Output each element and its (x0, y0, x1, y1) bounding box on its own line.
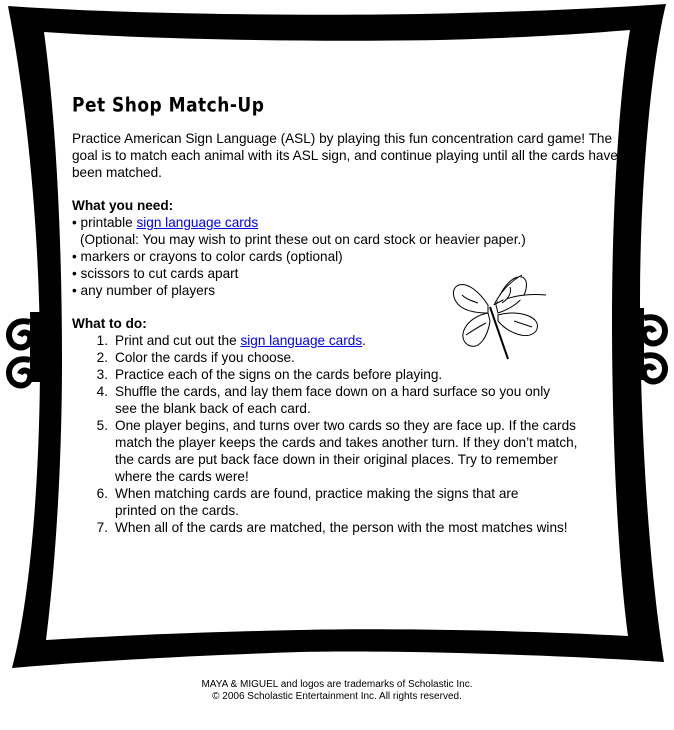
step-number: 4. (96, 384, 108, 399)
list-item-note: (Optional: You may wish to print these out on card stock or heavier paper.) (80, 232, 526, 247)
sign-language-cards-link-2[interactable]: sign language cards (240, 333, 363, 348)
copyright-notice: © 2006 Scholastic Entertainment Inc. All rights reserved. (212, 691, 462, 702)
step-text: Shuffle the cards, and lay them face down on a hard surface so you only see the blank back of each card. (115, 384, 551, 416)
list-item: • any number of players (72, 283, 216, 298)
step-text: Practice each of the signs on the cards before playing. (115, 367, 443, 382)
trademark-notice: MAYA & MIGUEL and logos are trademarks of Scholastic Inc. (201, 679, 473, 690)
sign-language-cards-link[interactable]: sign language cards (136, 215, 259, 230)
what-you-need-section (72, 197, 632, 299)
list-item (72, 519, 632, 536)
intro-paragraph: Practice American Sign Language (ASL) by playing this fun concentration card game! The goal is to match each animal with its ASL sign, and continue playing until all the cards have been matched. (72, 131, 618, 180)
step-text-suffix: . (362, 333, 366, 348)
step-number: 5. (96, 418, 108, 433)
list-item (72, 383, 632, 417)
list-item (72, 332, 632, 349)
step-text: When matching cards are found, practice making the signs that are printed on the cards. (115, 486, 519, 518)
list-item (72, 349, 632, 366)
page-title: Pet Shop Match-Up (72, 94, 265, 117)
step-number: 2. (96, 350, 108, 365)
what-you-need-heading: What you need: (72, 198, 174, 213)
list-item: • markers or crayons to color cards (optional) (72, 249, 343, 264)
list-item (72, 417, 632, 485)
needs-list (72, 214, 632, 299)
list-item (72, 214, 632, 231)
step-text: Color the cards if you choose. (115, 350, 295, 365)
step-text-prefix: Print and cut out the (115, 333, 241, 348)
step-number: 7. (96, 520, 108, 535)
swirl-ornament-right (630, 308, 665, 382)
footer (0, 679, 674, 703)
list-item: • scissors to cut cards apart (72, 266, 239, 281)
step-text: When all of the cards are matched, the person with the most matches wins! (115, 520, 568, 535)
what-to-do-section (72, 315, 632, 536)
list-item (72, 485, 632, 519)
step-number: 6. (96, 486, 108, 501)
step-text: One player begins, and turns over two cards so they are face up. If the cards match the player keeps the cards and takes another turn. If they don’t match, the cards are put back face down in their original places. Try to remember where the cards were! (115, 418, 578, 484)
swirl-ornament-left (9, 312, 44, 386)
step-text (108, 332, 366, 349)
what-to-do-heading: What to do: (72, 316, 147, 331)
main-content (72, 94, 632, 536)
list-item (72, 366, 632, 383)
step-number: 3. (96, 367, 108, 382)
list-item-text: • printable (72, 215, 137, 230)
step-number: 1. (96, 333, 108, 348)
steps-list (72, 332, 632, 536)
